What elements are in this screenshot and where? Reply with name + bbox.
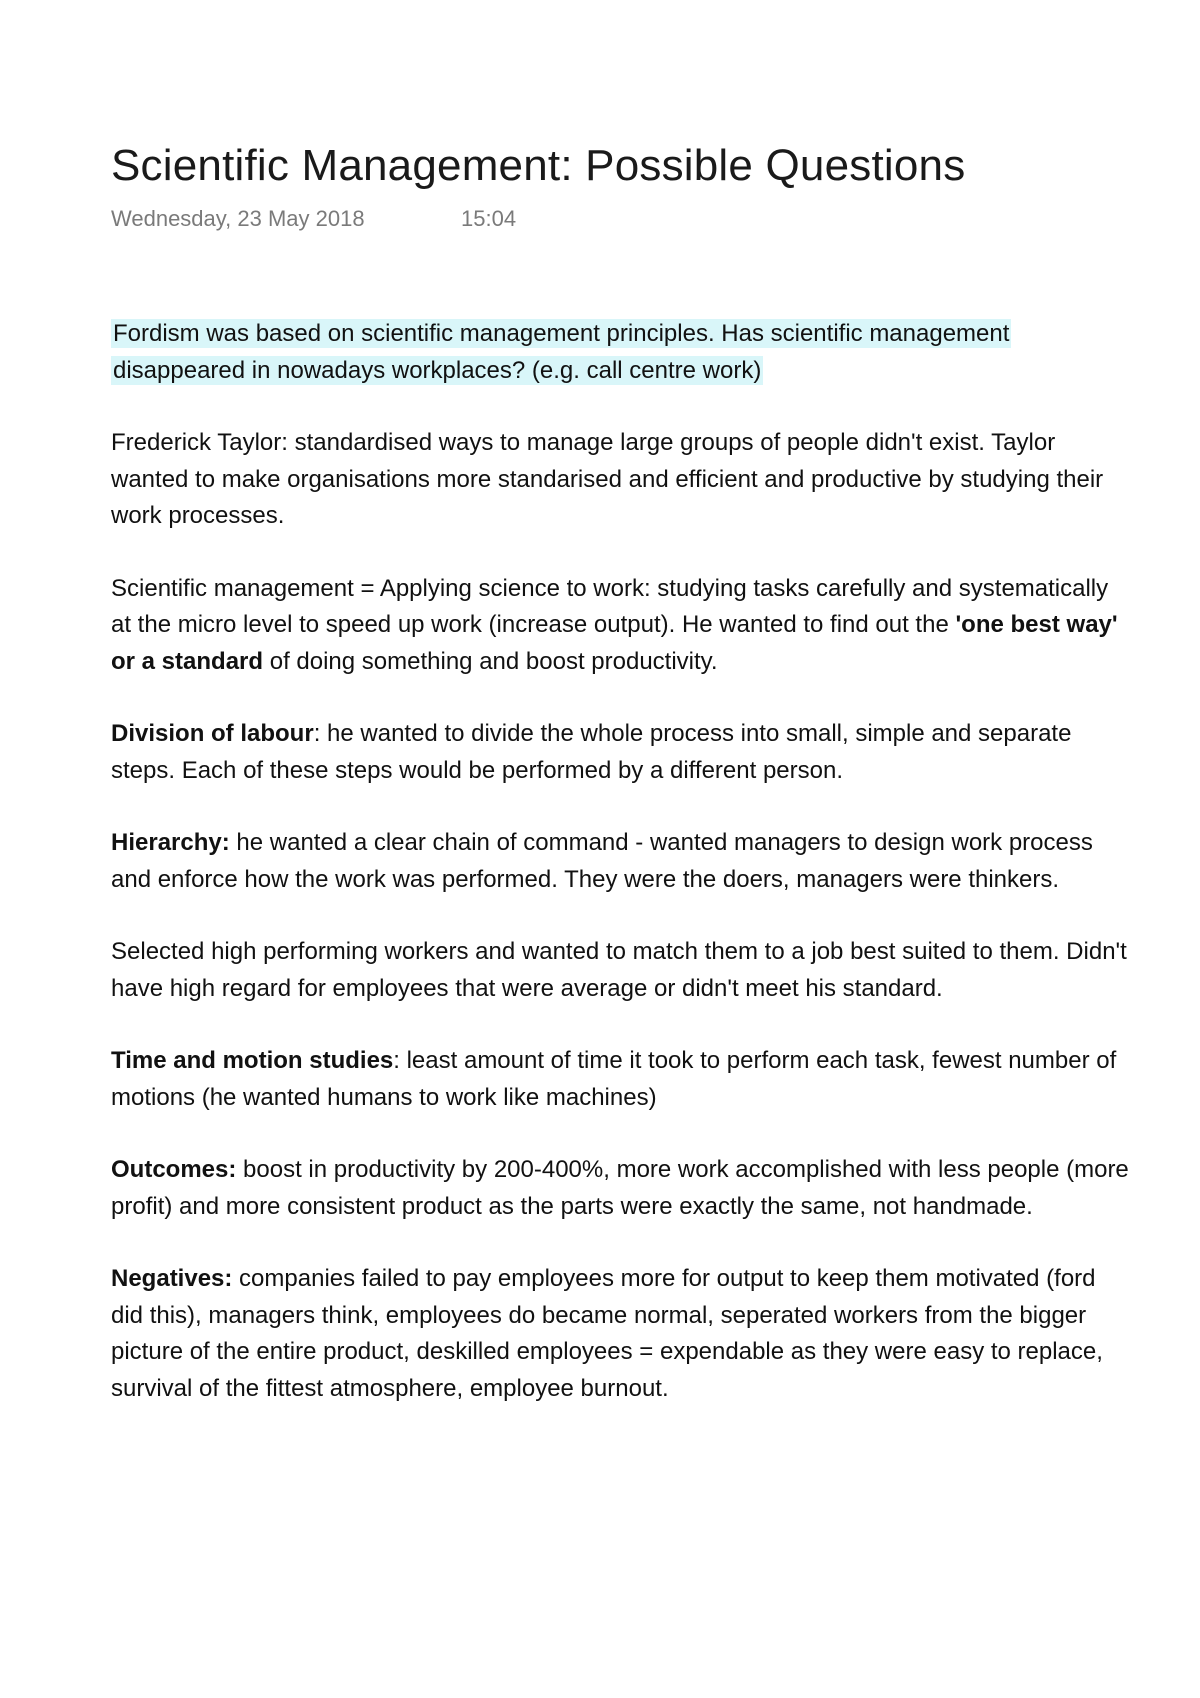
division-of-labour-paragraph <box>111 716 1131 789</box>
taylor-paragraph: Frederick Taylor: standardised ways to manage large groups of people didn't exist. Taylor wanted to make organisations more standarised and efficient and productive by studying their work processes. <box>111 429 1104 529</box>
note-date: Wednesday, 23 May 2018 <box>111 206 365 231</box>
negatives-text: companies failed to pay employees more for output to keep them motivated (ford did this), managers think, employees do became normal, seperated workers from the bigger picture of the entire product, deskilled employees = expendable as they were easy to replace, survival of the fittest atmosphere, employee burnout. <box>111 1265 1103 1402</box>
time-motion-text: : least amount of time it took to perform each task, fewest number of motions (he wanted humans to work like machines) <box>111 1047 1117 1111</box>
hierarchy-label: Hierarchy: <box>111 829 230 856</box>
scientific-management-paragraph <box>111 571 1131 681</box>
sci-mgmt-text-1: Scientific management = Applying science to work: studying tasks carefully and systematically at the micro level to speed up work (increase output). He wanted to find out the <box>111 574 1109 638</box>
selected-workers-paragraph: Selected high performing workers and wanted to match them to a job best suited to them. Didn't have high regard for employees that were average or didn't meet his standard. <box>111 938 1127 1002</box>
note-time: 15:04 <box>461 206 517 231</box>
note-timestamp <box>111 204 1131 234</box>
time-motion-label: Time and motion studies <box>111 1047 394 1074</box>
outcomes-paragraph <box>111 1152 1131 1225</box>
highlighted-question: Fordism was based on scientific management principles. Has scientific management disappeared in nowadays workplaces? (e.g. call centre work) <box>113 320 1010 384</box>
note-page <box>111 138 1131 1443</box>
hierarchy-paragraph <box>111 825 1131 898</box>
negatives-label: Negatives: <box>111 1265 233 1292</box>
note-body <box>111 316 1131 1407</box>
sci-mgmt-text-2: of doing something and boost productivity. <box>263 647 718 675</box>
time-motion-paragraph <box>111 1043 1131 1116</box>
negatives-paragraph <box>111 1261 1131 1407</box>
outcomes-label: Outcomes: <box>111 1156 237 1183</box>
hierarchy-text: he wanted a clear chain of command - wanted managers to design work process and enforce how the work was performed. They were the doers, managers were thinkers. <box>111 829 1093 893</box>
outcomes-text: boost in productivity by 200-400%, more work accomplished with less people (more profit) and more consistent product as the parts were exactly the same, not handmade. <box>111 1156 1129 1220</box>
question-paragraph <box>111 316 1131 389</box>
page-title: Scientific Management: Possible Questions <box>111 141 966 190</box>
division-label: Division of labour <box>111 720 314 747</box>
sci-mgmt-bold-text: 'one best way' or a standard <box>111 611 1118 675</box>
division-text: : he wanted to divide the whole process into small, simple and separate steps. Each of these steps would be performed by a different person. <box>111 720 1072 784</box>
